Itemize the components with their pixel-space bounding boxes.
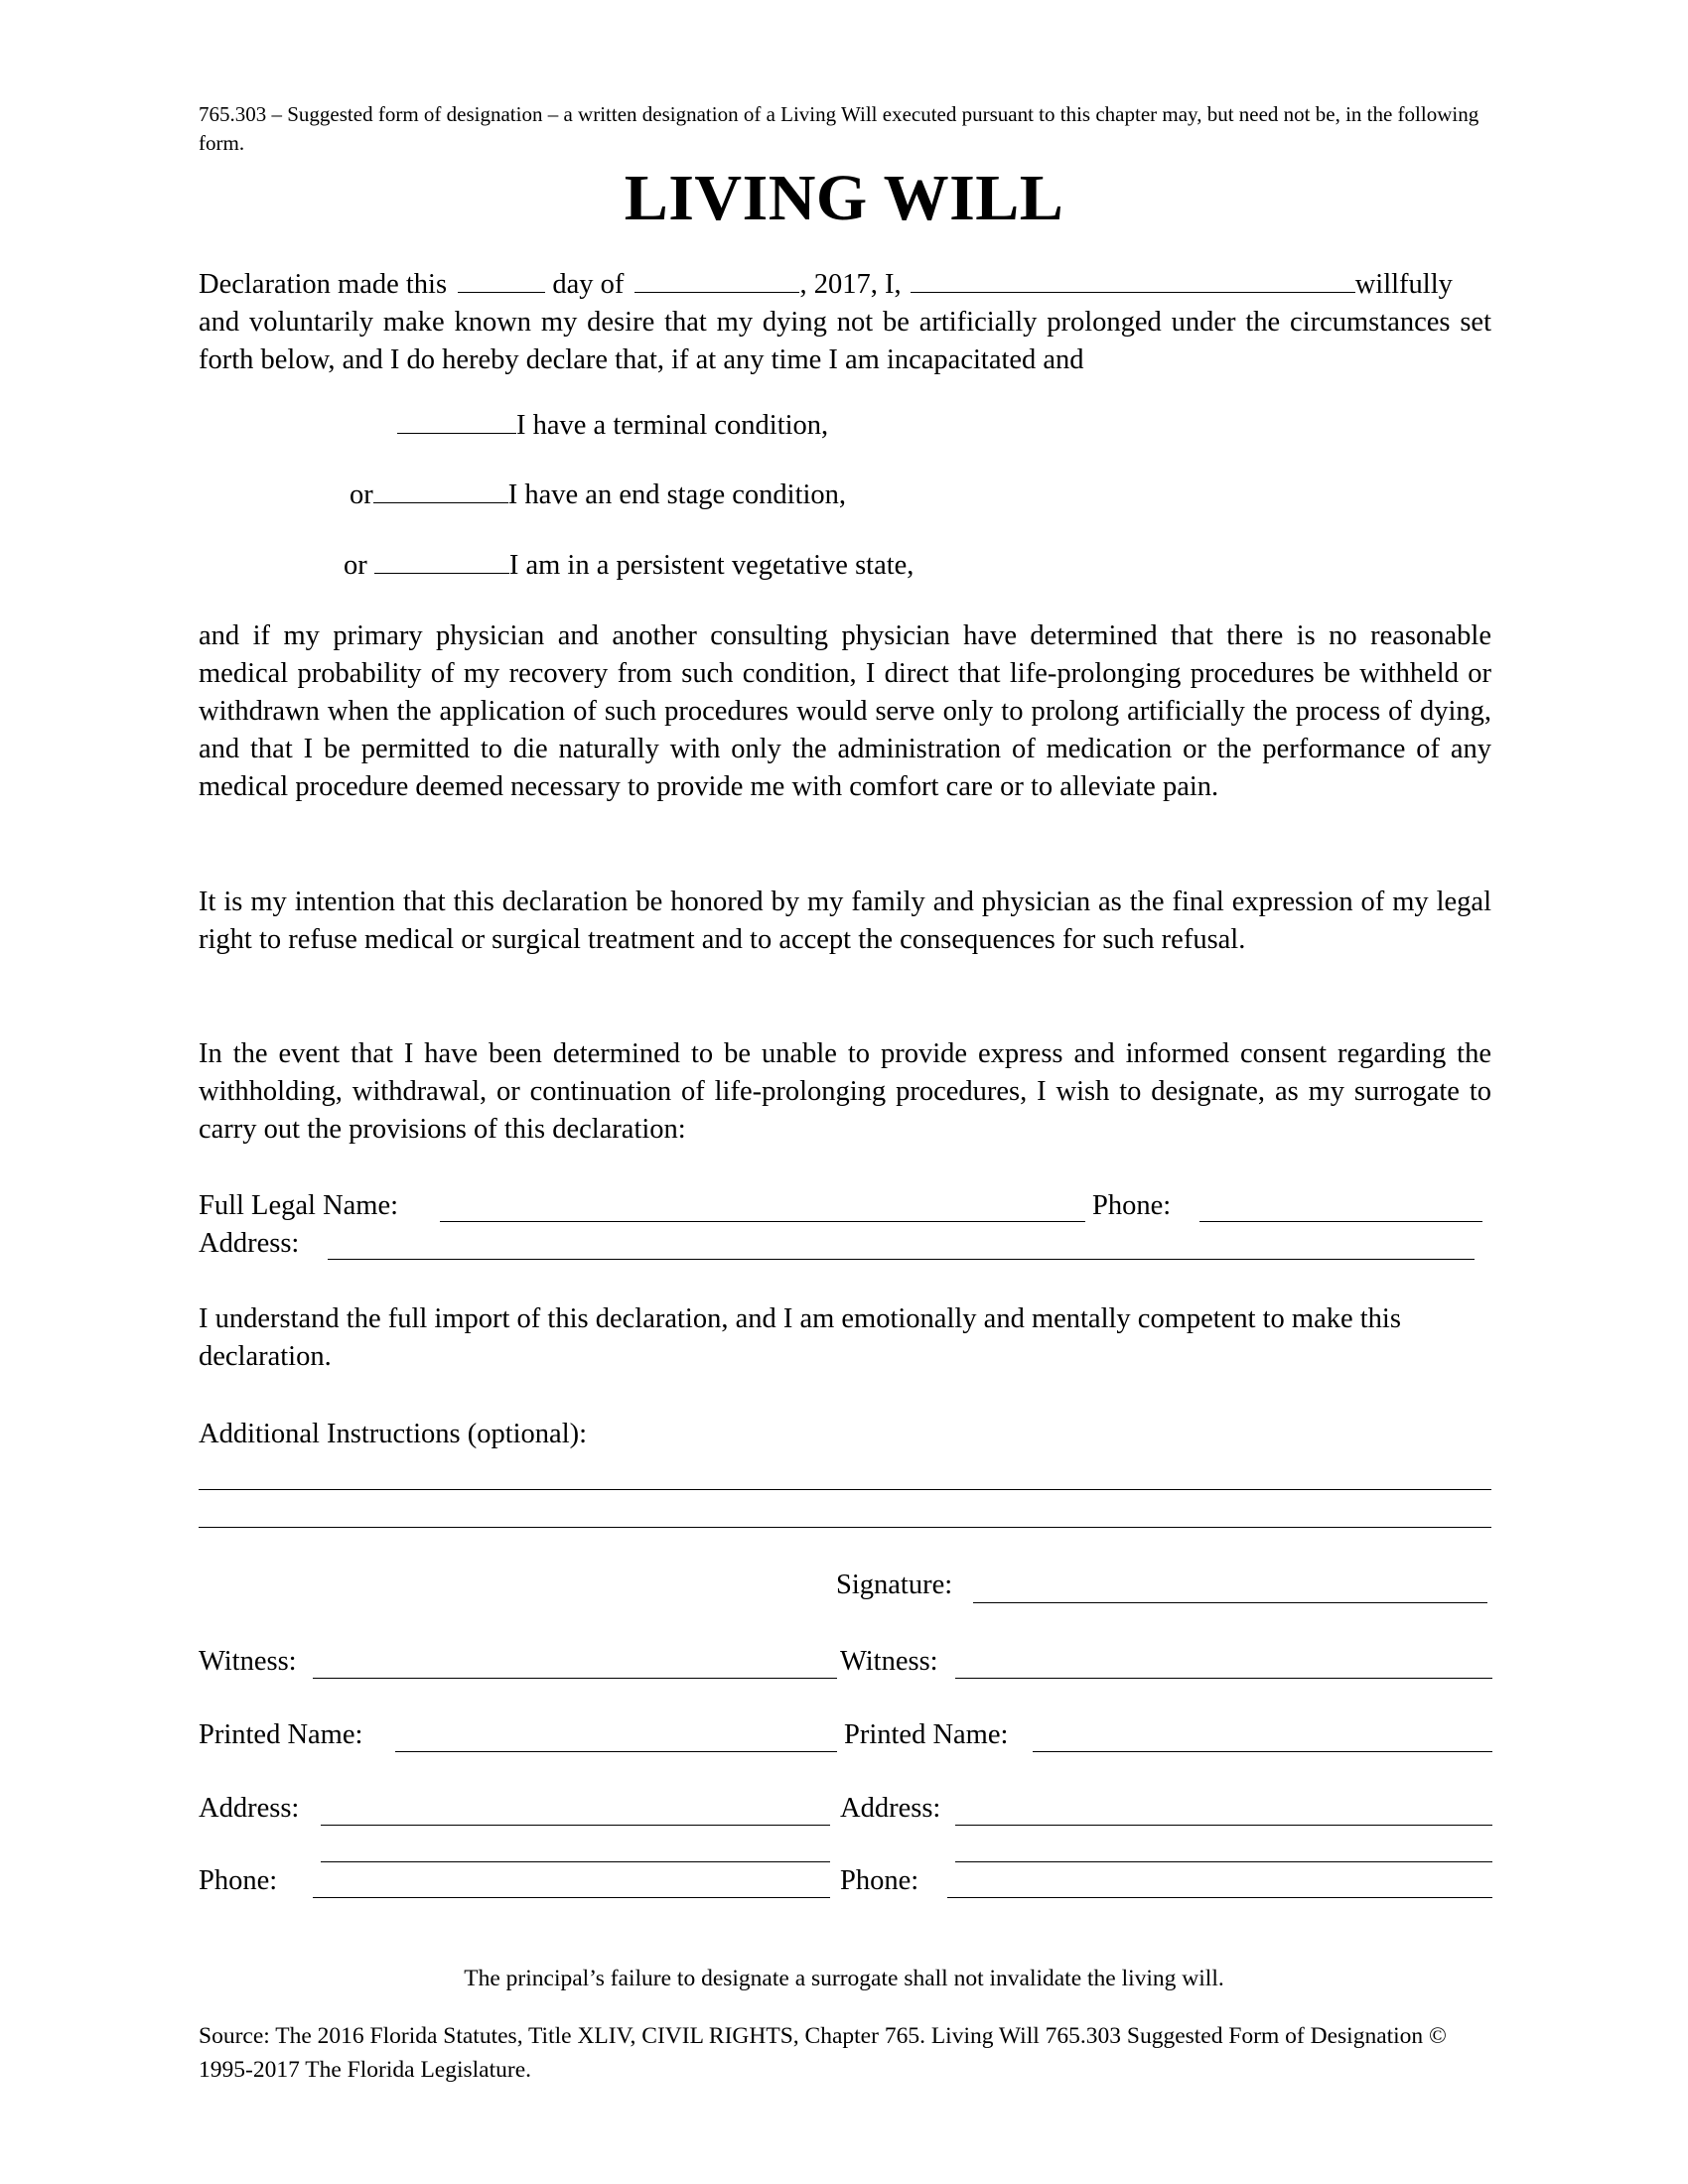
condition-end-stage	[350, 477, 846, 514]
additional-instructions-label: Additional Instructions (optional):	[199, 1419, 588, 1449]
witness-1-phone-label: Phone:	[199, 1865, 278, 1896]
surrogate-phone-field[interactable]	[1199, 1221, 1482, 1222]
witness-1-address-field-2[interactable]	[321, 1861, 830, 1862]
witness-1-address-label: Address:	[199, 1793, 300, 1824]
witness-1-label: Witness:	[199, 1646, 297, 1677]
witness-2-phone-field[interactable]	[947, 1897, 1492, 1898]
surrogate-paragraph: In the event that I have been determined to be unable to provide express and informed consent regarding the withholding, withdrawal, or continuation of life-prolonging procedures, I wish to designate, as my surrogate to carry out the provisions of this declaration:	[199, 1038, 1491, 1145]
witness-2-label: Witness:	[840, 1646, 938, 1677]
additional-instructions-line-1[interactable]	[199, 1489, 1491, 1490]
witness-2-phone-label: Phone:	[840, 1865, 919, 1896]
condition-terminal	[397, 407, 828, 445]
surrogate-address-label: Address:	[199, 1228, 300, 1259]
surrogate-name-label: Full Legal Name:	[199, 1190, 399, 1221]
additional-instructions-line-2[interactable]	[199, 1527, 1491, 1528]
surrogate-disclaimer: The principal’s failure to designate a surrogate shall not invalidate the living will.	[464, 1966, 1224, 1991]
declarant-name-field[interactable]	[911, 267, 1355, 293]
witness-2-printed-name-field[interactable]	[1033, 1751, 1492, 1752]
witness-1-phone-field[interactable]	[313, 1897, 830, 1898]
witness-2-address-label: Address:	[840, 1793, 941, 1824]
witness-2-address-field-2[interactable]	[955, 1861, 1492, 1862]
condition-terminal-label: I have a terminal condition,	[516, 410, 829, 441]
source-citation: Source: The 2016 Florida Statutes, Title XLIV, CIVIL RIGHTS, Chapter 765. Living Will 765.303 Suggested Form of Designation © 1995-2017 The Florida Legislature.	[199, 2023, 1447, 2083]
witness-1-address-field-1[interactable]	[321, 1825, 830, 1826]
day-field[interactable]	[458, 267, 545, 293]
condition-terminal-field[interactable]	[397, 408, 516, 434]
competence-statement: I understand the full import of this declaration, and I am emotionally and mentally competent to make this declaration.	[199, 1303, 1401, 1372]
signature-field[interactable]	[973, 1602, 1487, 1603]
condition-vegetative	[344, 547, 914, 585]
surrogate-name-field[interactable]	[440, 1221, 1085, 1222]
declaration-text-2: day of	[552, 269, 625, 300]
condition-end-stage-field[interactable]	[373, 478, 508, 503]
witness-2-printed-name-label: Printed Name:	[844, 1719, 1009, 1750]
surrogate-address-field[interactable]	[328, 1259, 1475, 1260]
statute-note: 765.303 – Suggested form of designation – a written designation of a Living Will executed pursuant to this chapter may, but need not be, in the following form.	[199, 102, 1479, 155]
directive-paragraph: and if my primary physician and another consulting physician have determined that there is no reasonable medical probability of my recovery from such condition, I direct that life-prolonging procedures be withheld or withdrawn when the application of such procedures would serve only to prolong artificially the process of dying, and that I be permitted to die naturally with only the administration of medication or the performance of any medical procedure deemed necessary to provide me with comfort care or to alleviate pain.	[199, 620, 1491, 802]
condition-vegetative-field[interactable]	[374, 548, 509, 574]
condition-or-label: or	[344, 550, 367, 581]
month-field[interactable]	[634, 267, 799, 293]
declaration-text-1: Declaration made this	[199, 269, 448, 300]
page-title: LIVING WILL	[624, 162, 1064, 234]
witness-1-signature-field[interactable]	[313, 1678, 837, 1679]
signature-label: Signature:	[836, 1570, 953, 1600]
declaration-continuation: and voluntarily make known my desire that my dying not be artificially prolonged under the circumstances set forth below, and I do hereby declare that, if at any time I am incapacitated and	[199, 307, 1491, 375]
declaration-text-4: willfully	[1354, 269, 1453, 300]
witness-2-signature-field[interactable]	[955, 1678, 1492, 1679]
condition-or-label: or	[350, 479, 373, 510]
intention-paragraph: It is my intention that this declaration be honored by my family and physician as the final expression of my legal right to refuse medical or surgical treatment and to accept the consequences for such refusal.	[199, 887, 1491, 955]
witness-1-printed-name-label: Printed Name:	[199, 1719, 363, 1750]
declaration-text-3: , 2017, I,	[799, 269, 902, 300]
condition-vegetative-label: I am in a persistent vegetative state,	[508, 550, 914, 581]
declaration-line	[199, 266, 1491, 304]
surrogate-phone-label: Phone:	[1092, 1190, 1172, 1221]
witness-1-printed-name-field[interactable]	[395, 1751, 837, 1752]
condition-end-stage-label: I have an end stage condition,	[507, 479, 847, 510]
witness-2-address-field-1[interactable]	[955, 1825, 1492, 1826]
